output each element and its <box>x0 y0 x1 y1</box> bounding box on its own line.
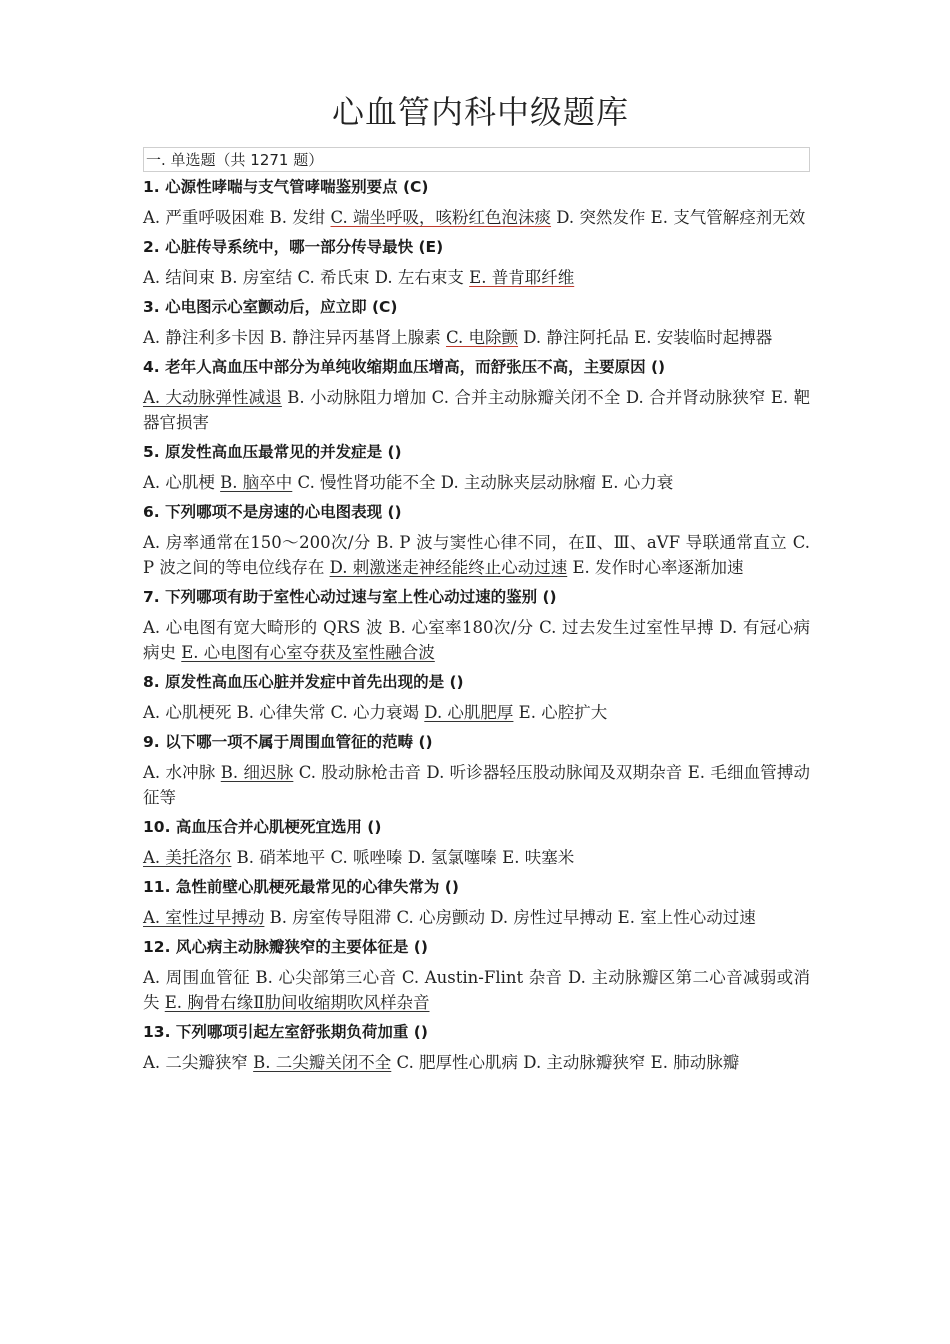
question-options <box>143 325 810 350</box>
question-item <box>143 585 810 665</box>
correct-answer: D. 刺激迷走神经能终止心动过速 <box>329 558 568 577</box>
question-item <box>143 1020 810 1075</box>
question-options <box>143 205 810 230</box>
question-list <box>143 175 810 1075</box>
options-after-answer: B. 硝苯地平 C. 哌唑嗪 D. 氢氯噻嗪 E. 呋塞米 <box>231 848 575 867</box>
question-stem: 7. 下列哪项有助于室性心动过速与室上性心动过速的鉴别 () <box>143 588 557 606</box>
correct-answer: E. 胸骨右缘Ⅱ肋间收缩期吹风样杂音 <box>164 993 430 1012</box>
question-options <box>143 760 810 810</box>
document-page <box>143 0 810 1080</box>
section-heading: 一. 单选题（共 1271 题） <box>143 147 810 172</box>
question-options <box>143 530 810 580</box>
question-options <box>143 845 810 870</box>
question-stem: 12. 风心病主动脉瓣狭窄的主要体征是 () <box>143 938 428 956</box>
question-item <box>143 175 810 230</box>
question-options <box>143 385 810 435</box>
options-after-answer: C. 慢性肾功能不全 D. 主动脉夹层动脉瘤 E. 心力衰 <box>292 473 674 492</box>
options-before-answer: A. 心电图有宽大畸形的 QRS 波 B. 心室率180次/分 C. 过去发生过室性早搏 D. 有冠心病病史 <box>143 618 810 662</box>
options-after-answer: D. 静注阿托品 E. 安装临时起搏器 <box>518 328 773 347</box>
options-before-answer: A. 二尖瓣狭窄 <box>143 1053 254 1072</box>
options-after-answer: D. 突然发作 E. 支气管解痉剂无效 <box>551 208 806 227</box>
question-stem: 11. 急性前壁心肌梗死最常见的心律失常为 () <box>143 878 459 896</box>
question-item <box>143 295 810 350</box>
correct-answer: E. 普肯耶纤维 <box>469 268 575 287</box>
question-item <box>143 730 810 810</box>
question-item <box>143 355 810 435</box>
question-stem: 5. 原发性高血压最常见的并发症是 () <box>143 443 402 461</box>
question-item <box>143 235 810 290</box>
question-options <box>143 965 810 1015</box>
question-options <box>143 615 810 665</box>
options-before-answer: A. 周围血管征 B. 心尖部第三心音 C. Austin-Flint 杂音 D. 主动脉瓣区第二心音减弱或消失 <box>143 968 810 1012</box>
question-stem: 6. 下列哪项不是房速的心电图表现 () <box>143 503 402 521</box>
options-before-answer: A. 严重呼吸困难 B. 发绀 <box>143 208 331 227</box>
correct-answer: C. 端坐呼吸，咳粉红色泡沫痰 <box>330 208 552 227</box>
question-stem: 4. 老年人高血压中部分为单纯收缩期血压增高，而舒张压不高，主要原因 () <box>143 358 666 376</box>
question-item <box>143 670 810 725</box>
correct-answer: A. 室性过早搏动 <box>143 908 265 927</box>
options-before-answer: A. 静注利多卡因 B. 静注异丙基肾上腺素 <box>143 328 447 347</box>
question-stem: 8. 原发性高血压心脏并发症中首先出现的是 () <box>143 673 464 691</box>
question-options <box>143 265 810 290</box>
question-item <box>143 935 810 1015</box>
correct-answer: B. 脑卒中 <box>220 473 293 492</box>
question-item <box>143 875 810 930</box>
options-after-answer: E. 心腔扩大 <box>513 703 608 722</box>
question-options <box>143 700 810 725</box>
question-stem: 9. 以下哪一项不属于周围血管征的范畴 () <box>143 733 433 751</box>
correct-answer: B. 细迟脉 <box>220 763 294 782</box>
document-title: 心血管内科中级题库 <box>331 93 629 131</box>
options-before-answer: A. 房率通常在150～200次/分 B. P 波与窦性心律不同，在Ⅱ、Ⅲ、aVF 导联通常直立 C. P 波之间的等电位线存在 <box>143 533 810 577</box>
question-stem: 13. 下列哪项引起左室舒张期负荷加重 () <box>143 1023 428 1041</box>
correct-answer: A. 美托洛尔 <box>143 848 232 867</box>
options-before-answer: A. 心肌梗死 B. 心律失常 C. 心力衰竭 <box>143 703 425 722</box>
question-item <box>143 500 810 580</box>
correct-answer: C. 电除颤 <box>446 328 519 347</box>
options-after-answer: C. 股动脉枪击音 D. 听诊器轻压股动脉闻及双期杂音 E. 毛细血管搏动征等 <box>143 763 810 807</box>
options-before-answer: A. 结间束 B. 房室结 C. 希氏束 D. 左右束支 <box>143 268 470 287</box>
options-after-answer: C. 肥厚性心肌病 D. 主动脉瓣狭窄 E. 肺动脉瓣 <box>391 1053 740 1072</box>
correct-answer: B. 二尖瓣关闭不全 <box>253 1053 392 1072</box>
question-item <box>143 815 810 870</box>
question-options <box>143 1050 810 1075</box>
question-options <box>143 905 810 930</box>
question-stem: 10. 高血压合并心肌梗死宜选用 () <box>143 818 382 836</box>
correct-answer: D. 心肌肥厚 <box>424 703 514 722</box>
question-item <box>143 440 810 495</box>
options-after-answer: B. 房室传导阻滞 C. 心房颤动 D. 房性过早搏动 E. 室上性心动过速 <box>264 908 756 927</box>
options-before-answer: A. 水冲脉 <box>143 763 221 782</box>
correct-answer: A. 大动脉弹性减退 <box>143 388 282 407</box>
question-stem: 3. 心电图示心室颤动后，应立即 (C) <box>143 298 398 316</box>
options-after-answer: B. 小动脉阻力增加 C. 合并主动脉瓣关闭不全 D. 合并肾动脉狭窄 E. 靶器官损害 <box>143 388 810 432</box>
question-stem: 2. 心脏传导系统中，哪一部分传导最快 (E) <box>143 238 444 256</box>
correct-answer: E. 心电图有心室夺获及室性融合波 <box>181 643 435 662</box>
options-before-answer: A. 心肌梗 <box>143 473 221 492</box>
options-after-answer: E. 发作时心率逐渐加速 <box>567 558 744 577</box>
question-stem: 1. 心源性哮喘与支气管哮喘鉴别要点 (C) <box>143 178 429 196</box>
question-options <box>143 470 810 495</box>
